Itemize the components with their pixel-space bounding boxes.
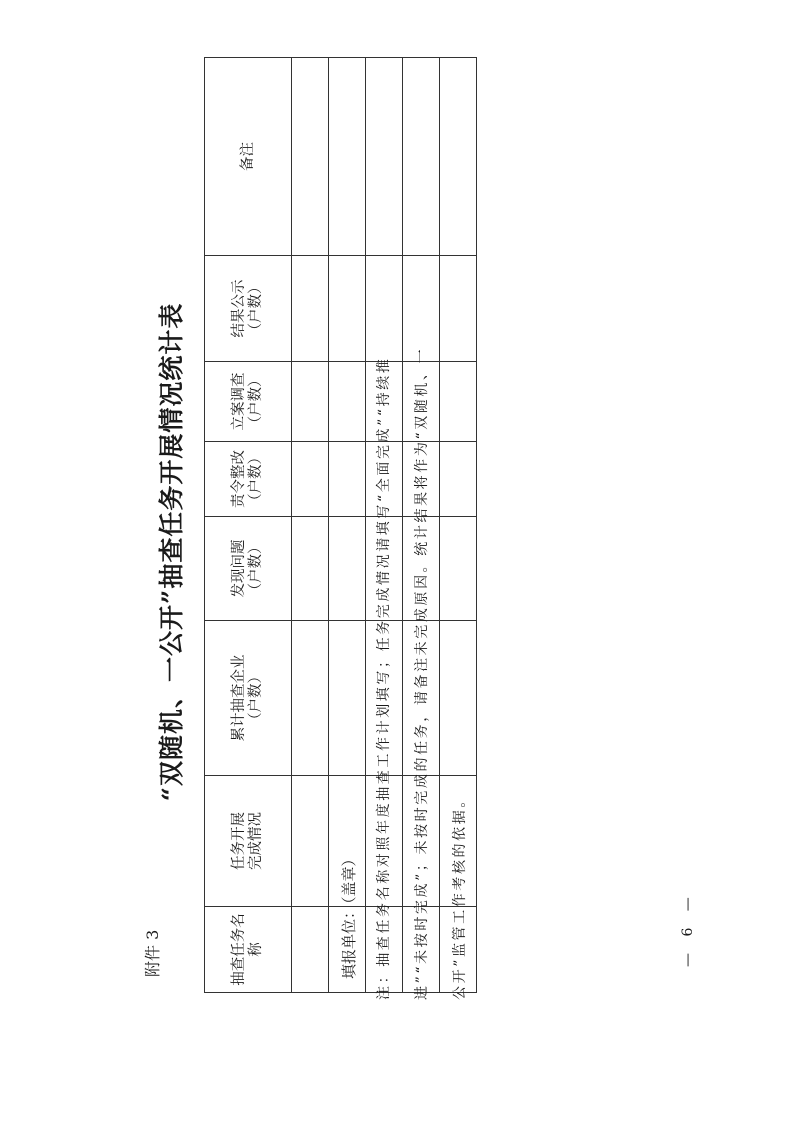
table-cell[interactable] — [292, 517, 329, 621]
table-cell[interactable] — [292, 776, 329, 907]
table-cell[interactable] — [329, 58, 366, 256]
table-cell[interactable] — [329, 621, 366, 776]
table-cell[interactable] — [329, 362, 366, 442]
notes — [365, 40, 479, 1000]
filler-unit-label: 填报单位：（盖章） — [340, 851, 358, 979]
table-cell[interactable] — [292, 362, 329, 442]
header-rectification: 责令整改 （户数） — [205, 442, 292, 517]
table-row — [292, 58, 329, 993]
header-inspected-count: 累计抽查企业 （户数） — [205, 621, 292, 776]
header-completion: 任务开展 完成情况 — [205, 776, 292, 907]
table-cell[interactable] — [329, 256, 366, 362]
header-result-publicity: 结果公示 （户数） — [205, 256, 292, 362]
table-header-row — [205, 58, 292, 993]
table-cell[interactable] — [292, 256, 329, 362]
header-task-name: 抽查任务名称 — [205, 907, 292, 993]
table-cell[interactable] — [292, 907, 329, 993]
table-cell[interactable] — [292, 442, 329, 517]
table-cell[interactable] — [329, 517, 366, 621]
table-cell[interactable] — [329, 442, 366, 517]
attachment-label: 附件 3 — [143, 929, 162, 977]
header-problems-found: 发现问题 （户数） — [205, 517, 292, 621]
header-remarks: 备注 — [205, 58, 292, 256]
page-title: “双随机、一公开”抽查任务开展情况统计表 — [157, 302, 186, 802]
note-line: 进”“未按时完成”；未按时完成的任务，请备注未完成原因。统计结果将作为“双随机、一 — [414, 346, 430, 1000]
page-number: — 6 — — [680, 891, 696, 967]
table-cell[interactable] — [292, 58, 329, 256]
note-line: 注：抽查任务名称对照年度抽查工作计划填写；任务完成情况请填写“全面完成”“持续推 — [376, 356, 392, 1000]
table-cell[interactable] — [292, 621, 329, 776]
note-line: 公开”监管工作考核的依据。 — [452, 791, 468, 1000]
header-case-filed: 立案调查 （户数） — [205, 362, 292, 442]
